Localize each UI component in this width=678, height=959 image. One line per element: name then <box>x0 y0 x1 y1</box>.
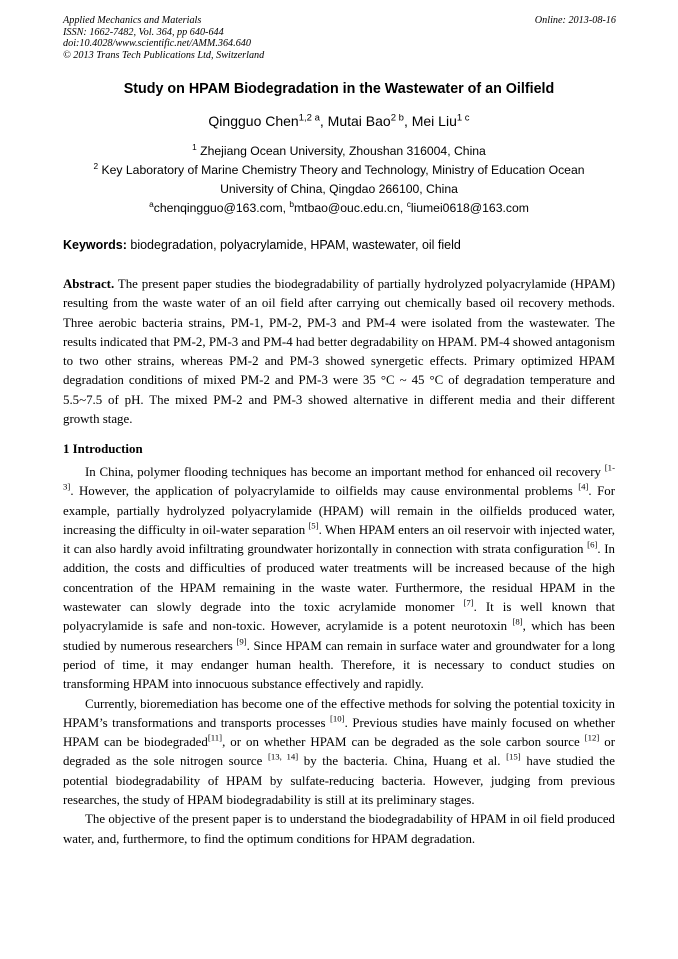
citation-mark: [7] <box>463 597 474 608</box>
citation-mark: [6] <box>587 539 598 550</box>
email-address: chenqingguo@163.com, <box>153 201 290 215</box>
affiliation-mark: 2 <box>93 160 99 171</box>
abstract <box>63 275 615 429</box>
section-heading: 1 Introduction <box>63 442 143 456</box>
keywords-label: Keywords: <box>63 238 127 252</box>
citation-mark: [4] <box>578 482 589 492</box>
paragraph-text: . When HPAM enters an oil reservoir with injected water, it can also hardly avoid infiltrating groundwater horizontally in connection with strata configuration <box>63 522 615 557</box>
paragraph-text: In China, polymer flooding techniques has become an important method for enhanced oil recovery <box>85 465 605 479</box>
paragraph-text: by the bacteria. China, Huang et al. <box>298 754 507 769</box>
author-name: Mei Liu <box>411 113 457 129</box>
paragraph-text: The objective of the present paper is to understand the biodegradability of HPAM in oil field produced water, and, furthermore, to find the optimum conditions for HPAM degradation. <box>63 812 615 846</box>
paragraph-text: , which has been studied by numerous researchers <box>63 619 616 653</box>
paragraph-text: have studied the potential biodegradability of HPAM by sulfate-reducing bacteria. However, judging from previous researches, the study of HPAM biodegradability is still at its preliminary stages. <box>63 754 615 808</box>
paragraph-text: . However, the application of polyacrylamide to oilfields may cause environmental problems <box>70 484 579 499</box>
journal-name: Applied Mechanics and Materials <box>63 15 202 26</box>
author-separator: , <box>403 113 412 129</box>
citation-mark: [11] <box>207 732 223 743</box>
paragraph-text: or degraded as the sole nitrogen source <box>63 735 616 769</box>
introduction-paragraph <box>63 695 615 811</box>
keywords <box>63 238 623 252</box>
affiliation-line <box>0 180 678 199</box>
citation-mark: [12] <box>584 732 600 743</box>
online-date: Online: 2013-08-16 <box>534 15 616 26</box>
citation-mark: [13, 14] <box>267 752 299 763</box>
email-mark: c <box>406 198 411 209</box>
author-affiliation-mark: 1 c <box>456 112 470 124</box>
paper-title: Study on HPAM Biodegradation in the Wastewater of an Oilfield <box>123 81 555 97</box>
author-separator: , <box>319 113 328 129</box>
affiliation-text: Zhejiang Ocean University, Zhoushan 316004, China <box>200 144 486 158</box>
email-address: mtbao@ouc.edu.cn, <box>294 201 407 215</box>
paragraph-text: . Since HPAM can remain in surface water and groundwater for a long period of time, it may endanger human health. Therefore, it is necessary to conduct studies on transforming HPAM into innocuous substance effectively and rapidly. <box>63 638 615 692</box>
paragraph-text: , or on whether HPAM can be degraded as the sole carbon source <box>222 735 585 750</box>
journal-header <box>63 15 264 61</box>
paragraph-text: Currently, bioremediation has become one of the effective methods for solving the potential toxicity in HPAM’s transformations and transports processes <box>63 696 615 730</box>
author-affiliation-mark: 1,2 a <box>298 112 320 124</box>
email-mark: b <box>289 198 295 209</box>
paragraph-text: . It is well known that polyacrylamide is safe and non-toxic. However, acrylamide is a potent neurotoxin <box>63 600 616 634</box>
affiliation-line <box>0 161 678 180</box>
author-name: Qingguo Chen <box>208 113 299 129</box>
citation-mark: [1-3] <box>63 462 615 492</box>
email-list <box>0 198 678 215</box>
email-mark: a <box>149 198 154 209</box>
introduction-paragraph <box>63 463 615 695</box>
paragraph-text: . In addition, the costs and difficulties of produced water treatments will be increased because of the high concentration of the HPAM remaining in the waste water. Furthermore, the residual HPAM in the wastewater can slowly degrade into the toxic acrylamide monomer <box>63 542 615 615</box>
copyright-line: © 2013 Trans Tech Publications Ltd, Switzerland <box>63 49 265 61</box>
introduction-paragraph <box>63 810 615 849</box>
affiliation-line <box>0 142 678 161</box>
keywords-text: biodegradation, polyacrylamide, HPAM, wastewater, oil field <box>126 238 461 252</box>
author-name: Mutai Bao <box>327 113 391 129</box>
email-address: liumei0618@163.com <box>410 201 529 215</box>
introduction-body <box>63 463 615 849</box>
paragraph-text: . Previous studies have mainly focused on whether HPAM can be biodegraded <box>63 715 615 750</box>
doi-line: doi:10.4028/www.scientific.net/AMM.364.640 <box>63 38 251 50</box>
author-list <box>0 113 678 129</box>
affiliation-text: University of China, Qingdao 266100, China <box>220 182 458 196</box>
citation-mark: [9] <box>236 636 247 647</box>
abstract-label: Abstract. <box>63 277 115 291</box>
abstract-text: The present paper studies the biodegradability of partially hydrolyzed polyacrylamide (HPAM) resulting from the waste water of an oil field after carrying out chemically based oil recovery methods. Three aerobic bacteria strains, PM-1, PM-2, PM-3 and PM-4 were isolated from the wastewater. The results indicated that PM-2, PM-3 and PM-4 had better degradability on HPAM. PM-4 showed antagonism to two other strains, whereas PM-2 and PM-3 showed synergetic effects. Primary optimized HPAM degradation conditions of mixed PM-2 and PM-3 were 35 °C ~ 45 °C of degradation temperature and 5.5~7.5 of pH. The mixed PM-2 and PM-3 showed alternative in different media and their different growth stage. <box>63 277 615 427</box>
affiliation-text: Key Laboratory of Marine Chemistry Theory and Technology, Ministry of Education Ocean <box>101 163 585 177</box>
affiliations <box>0 142 678 199</box>
citation-mark: [15] <box>506 752 521 763</box>
citation-mark: [10] <box>330 713 345 724</box>
affiliation-mark: 1 <box>192 141 197 152</box>
author-affiliation-mark: 2 b <box>390 112 404 124</box>
paragraph-text: . For example, partially hydrolyzed polyacrylamide (HPAM) will remain in the oilfields produced water, increasing the difficulty in oil-water separation <box>63 484 615 537</box>
citation-mark: [8] <box>512 617 523 628</box>
citation-mark: [5] <box>308 520 319 531</box>
issn-line: ISSN: 1662-7482, Vol. 364, pp 640-644 <box>63 26 224 38</box>
